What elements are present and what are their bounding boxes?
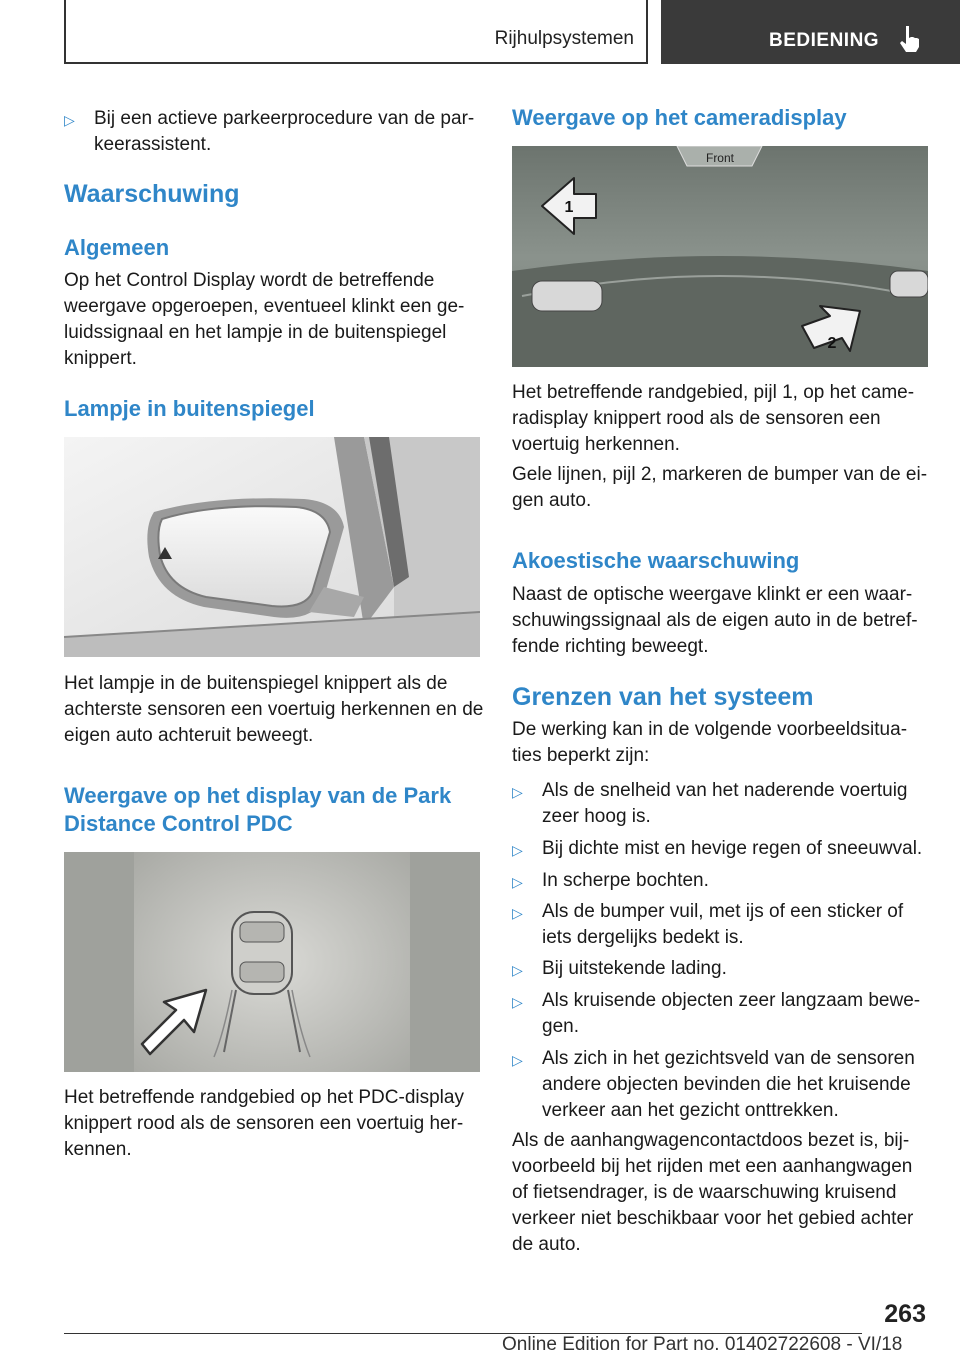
header-section-title: Rijhulpsystemen	[494, 28, 634, 49]
heading-grenzen: Grenzen van het systeem	[512, 683, 814, 711]
camera-figure	[512, 146, 928, 367]
triangle-bullet-icon: ▷	[512, 905, 523, 921]
list-item-text: In scherpe bochten.	[542, 870, 709, 891]
triangle-bullet-icon: ▷	[512, 962, 523, 978]
paragraph-akoestisch: Naast de optische weergave klinkt er een waar‐schuwingssignaal als de eigen auto in de betref‐fende richting beweegt.	[512, 584, 918, 657]
list-item-text: Als zich in het gezichtsveld van de sensoren andere objecten bevinden die het kruisende verkeer aan het gezicht onttrekken.	[542, 1048, 915, 1121]
triangle-bullet-icon: ▷	[512, 1052, 523, 1068]
list-item-text: Bij uitstekende lading.	[542, 958, 727, 979]
triangle-bullet-icon: ▷	[64, 112, 75, 128]
list-item	[512, 956, 928, 983]
camera-marker-2: 2	[827, 335, 837, 352]
pdc-figure	[64, 852, 480, 1072]
paragraph-algemeen: Op het Control Display wordt de betreffende weergave opgeroepen, eventueel klinkt een ge‐luidssignaal en het lampje in de buitenspiegel knippert.	[64, 270, 465, 369]
camera-front-label: Front	[705, 151, 735, 165]
paragraph-camera-1: Het betreffende randgebied, pijl 1, op het came‐radisplay knippert rood als de sensoren een voertuig herkennen.	[512, 382, 915, 455]
list-item	[512, 899, 928, 951]
list-item	[512, 868, 928, 895]
heading-algemeen: Algemeen	[64, 235, 170, 260]
list-item	[512, 836, 928, 863]
list-item-text: Als kruisende objecten zeer langzaam bewe‐gen.	[542, 990, 921, 1037]
paragraph-camera-2: Gele lijnen, pijl 2, markeren de bumper van de ei‐gen auto.	[512, 464, 928, 511]
triangle-bullet-icon: ▷	[512, 874, 523, 890]
paragraph-pdc: Het betreffende randgebied op het PDC-display knippert rood als de sensoren een voertuig her‐kennen.	[64, 1087, 464, 1160]
heading-waarschuwing: Waarschuwing	[64, 180, 240, 208]
heading-lampje: Lampje in buitenspiegel	[64, 396, 315, 421]
list-item	[512, 988, 928, 1040]
list-item-text: Bij een actieve parkeerprocedure van de par‐keerassistent.	[94, 108, 475, 155]
camera-marker-1: 1	[564, 199, 574, 216]
triangle-bullet-icon: ▷	[512, 784, 523, 800]
page-number: 263	[884, 1300, 926, 1328]
footer-edition: Online Edition for Part no. 01402722608 - VI/18	[502, 1334, 903, 1355]
header-section-box	[64, 0, 648, 64]
paragraph-final: Als de aanhangwagencontactdoos bezet is, bij‐voorbeeld bij het rijden met een aanhangwagen of fietsendrager, is de waarschuwing kruisend verkeer niet beschikbaar voor het gebied achter de auto.	[512, 1130, 914, 1255]
pointing-hand-icon	[897, 24, 925, 54]
list-item-text: Bij dichte mist en hevige regen of sneeuwval.	[542, 838, 923, 859]
list-item-text: Als de bumper vuil, met ijs of een sticker of iets dergelijks bedekt is.	[542, 901, 904, 948]
paragraph-lampje: Het lampje in de buitenspiegel knippert als de achterste sensoren een voertuig herkennen en de eigen auto achteruit beweegt.	[64, 673, 484, 746]
list-item	[512, 1046, 928, 1124]
header-chapter-title: BEDIENING	[769, 30, 880, 51]
header-chapter-box	[661, 0, 960, 64]
heading-pdc: Weergave op het display van de Park Distance Control PDC	[64, 783, 452, 836]
heading-akoestisch: Akoestische waarschuwing	[512, 548, 800, 573]
list-item	[64, 106, 480, 158]
heading-camera: Weergave op het cameradisplay	[512, 105, 847, 130]
list-item	[512, 778, 928, 830]
triangle-bullet-icon: ▷	[512, 842, 523, 858]
list-item-text: Als de snelheid van het naderende voertuig zeer hoog is.	[542, 780, 908, 827]
mirror-figure	[64, 437, 480, 657]
paragraph-grenzen: De werking kan in de volgende voorbeeldsitua‐ties beperkt zijn:	[512, 719, 908, 766]
triangle-bullet-icon: ▷	[512, 994, 523, 1010]
